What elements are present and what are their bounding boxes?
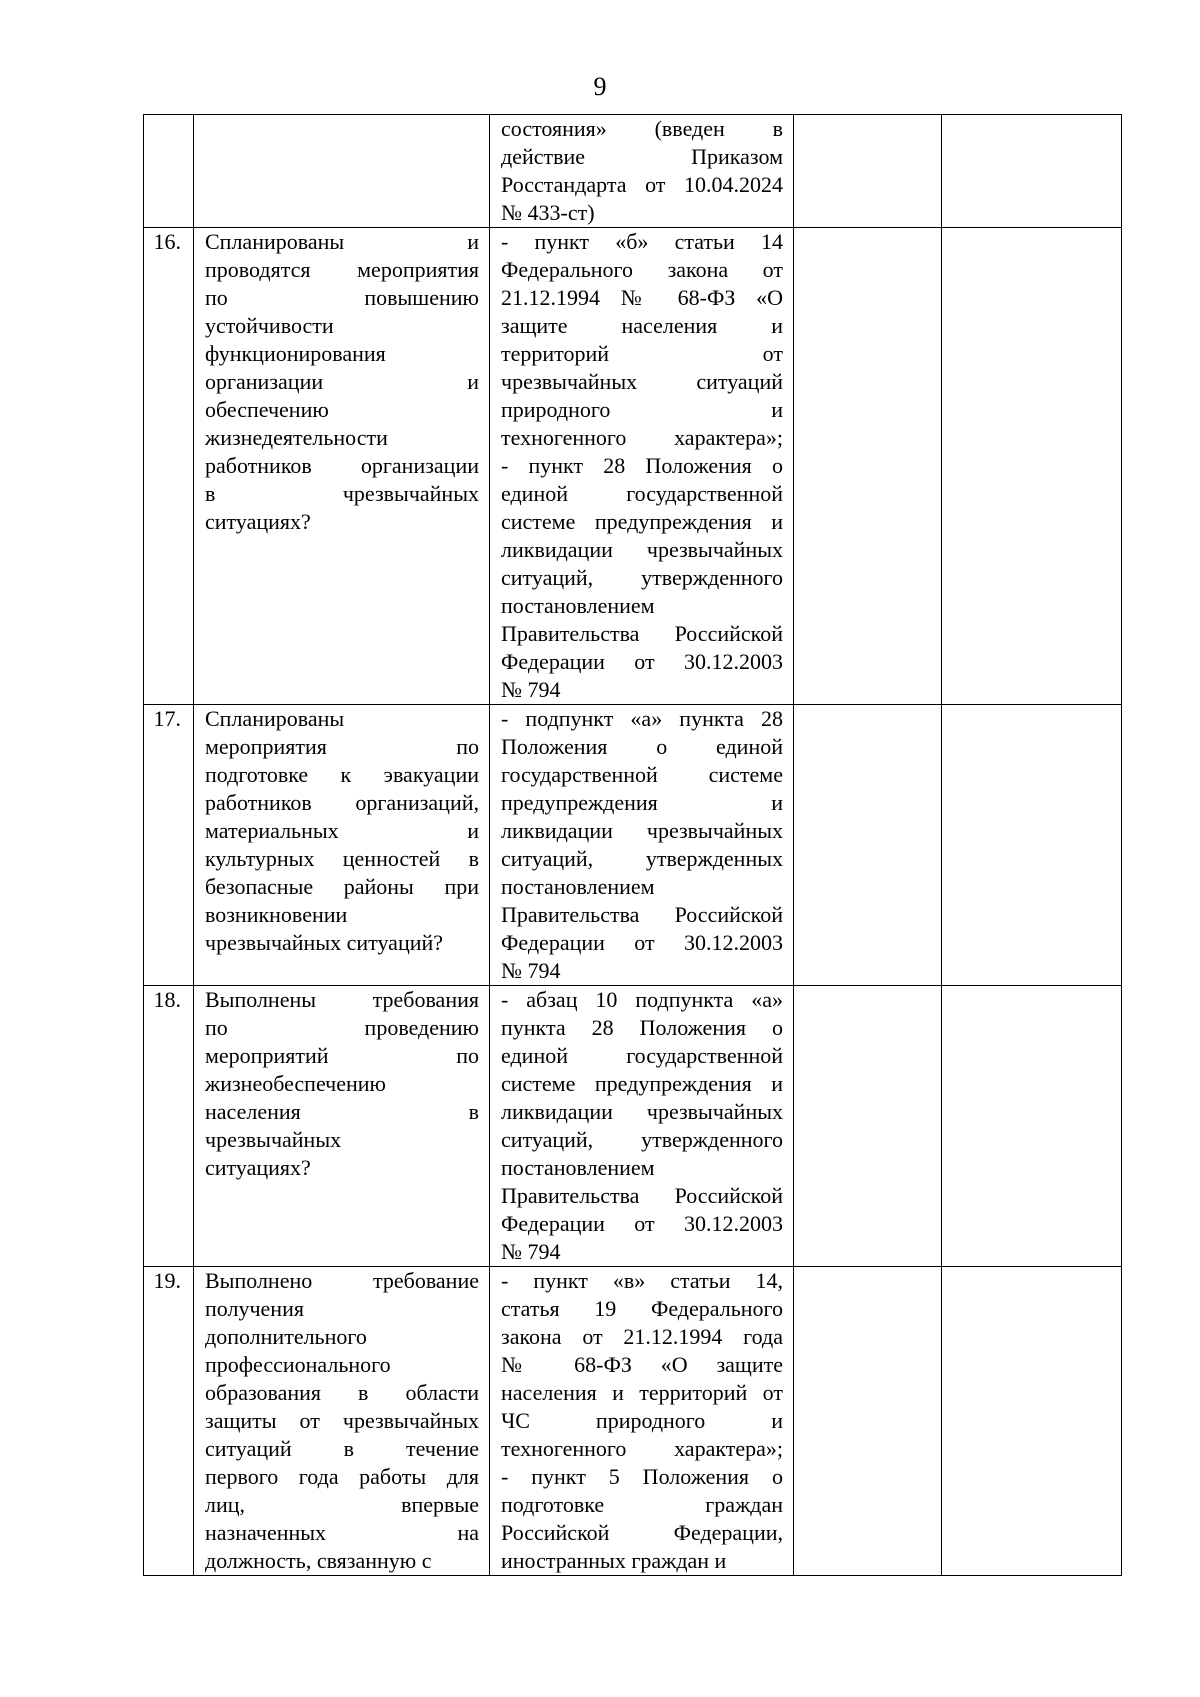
note-cell [942, 228, 1122, 705]
question-line: функционирования [205, 341, 386, 366]
reference-line: природного и [501, 397, 783, 422]
reference-line: защите населения и [501, 313, 783, 338]
row-number: 18. [144, 986, 194, 1267]
legal-reference-cell [490, 705, 794, 986]
question-cell [194, 705, 490, 986]
question-line: возникновении [205, 902, 348, 927]
row-number: 17. [144, 705, 194, 986]
reference-line: подготовке граждан [501, 1492, 783, 1517]
reference-line: № 68-ФЗ «О защите [501, 1352, 783, 1377]
reference-line: Правительства Российской [501, 1183, 783, 1208]
question-line: обеспечению [205, 397, 329, 422]
row-number [144, 115, 194, 228]
answer-cell [794, 1267, 942, 1576]
reference-line: № 433-ст) [501, 200, 595, 225]
table-row [144, 986, 1122, 1267]
checklist-body [144, 115, 1122, 1576]
checklist-table [143, 114, 1122, 1576]
answer-cell [794, 228, 942, 705]
table-row [144, 115, 1122, 228]
question-line: организации и [205, 369, 479, 394]
question-line: получения [205, 1296, 304, 1321]
question-line: подготовке к эвакуации [205, 762, 479, 787]
question-line: безопасные районы при [205, 874, 479, 899]
reference-line: - пункт 28 Положения о [501, 453, 783, 478]
question-line: населения в [205, 1099, 479, 1124]
reference-line: Федерации от 30.12.2003 [501, 649, 783, 674]
legal-reference-cell [490, 228, 794, 705]
question-line: лиц, впервые [205, 1492, 479, 1517]
reference-line: статья 19 Федерального [501, 1296, 783, 1321]
reference-line: территорий от [501, 341, 783, 366]
reference-line: системе предупреждения и [501, 509, 783, 534]
reference-line: Положения о единой [501, 734, 783, 759]
question-line: материальных и [205, 818, 479, 843]
reference-line: ситуаций, утвержденных [501, 846, 783, 871]
reference-line: предупреждения и [501, 790, 783, 815]
question-line: ситуациях? [205, 1155, 311, 1180]
reference-line: единой государственной [501, 1043, 783, 1068]
reference-line: иностранных граждан и [501, 1548, 727, 1573]
table-row [144, 705, 1122, 986]
note-cell [942, 1267, 1122, 1576]
reference-line: Федерального закона от [501, 257, 783, 282]
reference-line: техногенного характера»; [501, 1436, 783, 1461]
answer-cell [794, 986, 942, 1267]
reference-line: № 794 [501, 677, 561, 702]
reference-line: действие Приказом [501, 144, 783, 169]
note-cell [942, 115, 1122, 228]
question-line: Спланированы и [205, 229, 479, 254]
table-row [144, 228, 1122, 705]
question-line: работников организаций, [205, 790, 479, 815]
question-line: назначенных на [205, 1520, 479, 1545]
question-cell [194, 1267, 490, 1576]
reference-line: техногенного характера»; [501, 425, 783, 450]
reference-line: постановлением [501, 874, 655, 899]
question-line: по повышению [205, 285, 479, 310]
question-line: проводятся мероприятия [205, 257, 479, 282]
reference-line: - абзац 10 подпункта «а» [501, 987, 783, 1012]
page-number: 9 [593, 72, 607, 101]
reference-line: Правительства Российской [501, 621, 783, 646]
reference-line: Федерации от 30.12.2003 [501, 930, 783, 955]
note-cell [942, 705, 1122, 986]
reference-line: ситуаций, утвержденного [501, 1127, 783, 1152]
row-number: 16. [144, 228, 194, 705]
question-line: мероприятий по [205, 1043, 479, 1068]
reference-line: чрезвычайных ситуаций [501, 369, 783, 394]
legal-reference-cell [490, 115, 794, 228]
question-line: первого года работы для [205, 1464, 479, 1489]
reference-line: - подпункт «а» пункта 28 [501, 706, 783, 731]
reference-line: Российской Федерации, [501, 1520, 783, 1545]
question-line: чрезвычайных [205, 1127, 342, 1152]
reference-line: 21.12.1994 № 68-ФЗ «О [501, 285, 783, 310]
reference-line: - пункт 5 Положения о [501, 1464, 783, 1489]
reference-line: ликвидации чрезвычайных [501, 1099, 783, 1124]
reference-line: ликвидации чрезвычайных [501, 818, 783, 843]
reference-line: населения и территорий от [501, 1380, 783, 1405]
question-line: чрезвычайных ситуаций? [205, 930, 444, 955]
question-line: Выполнено требование [205, 1268, 479, 1293]
reference-line: Правительства Российской [501, 902, 783, 927]
reference-line: постановлением [501, 1155, 655, 1180]
reference-line: закона от 21.12.1994 года [501, 1324, 783, 1349]
question-line: профессионального [205, 1352, 391, 1377]
table-row [144, 1267, 1122, 1576]
question-line: жизнеобеспечению [205, 1071, 386, 1096]
question-line: по проведению [205, 1015, 479, 1040]
question-line: образования в области [205, 1380, 479, 1405]
answer-cell [794, 115, 942, 228]
question-line: защиты от чрезвычайных [205, 1408, 479, 1433]
question-cell [194, 986, 490, 1267]
question-line: работников организации [205, 453, 479, 478]
reference-line: единой государственной [501, 481, 783, 506]
reference-line: Федерации от 30.12.2003 [501, 1211, 783, 1236]
question-line: дополнительного [205, 1324, 367, 1349]
reference-line: № 794 [501, 1239, 561, 1264]
reference-line: № 794 [501, 958, 561, 983]
answer-cell [794, 705, 942, 986]
note-cell [942, 986, 1122, 1267]
reference-line: ЧС природного и [501, 1408, 783, 1433]
reference-line: - пункт «б» статьи 14 [501, 229, 783, 254]
reference-line: ликвидации чрезвычайных [501, 537, 783, 562]
question-line: мероприятия по [205, 734, 479, 759]
question-line: жизнедеятельности [205, 425, 388, 450]
reference-line: постановлением [501, 593, 655, 618]
question-cell [194, 115, 490, 228]
reference-line: состояния» (введен в [501, 116, 783, 141]
question-line: устойчивости [205, 313, 334, 338]
reference-line: государственной системе [501, 762, 783, 787]
reference-line: пункта 28 Положения о [501, 1015, 783, 1040]
reference-line: ситуаций, утвержденного [501, 565, 783, 590]
question-line: ситуаций в течение [205, 1436, 479, 1461]
question-line: культурных ценностей в [205, 846, 479, 871]
reference-line: системе предупреждения и [501, 1071, 783, 1096]
question-line: должность, связанную с [205, 1548, 432, 1573]
reference-line: - пункт «в» статьи 14, [501, 1268, 783, 1293]
row-number: 19. [144, 1267, 194, 1576]
question-line: ситуациях? [205, 509, 311, 534]
question-line: Выполнены требования [205, 987, 479, 1012]
legal-reference-cell [490, 1267, 794, 1576]
question-line: в чрезвычайных [205, 481, 479, 506]
question-cell [194, 228, 490, 705]
question-line: Спланированы [205, 706, 345, 731]
reference-line: Росстандарта от 10.04.2024 [501, 172, 783, 197]
legal-reference-cell [490, 986, 794, 1267]
